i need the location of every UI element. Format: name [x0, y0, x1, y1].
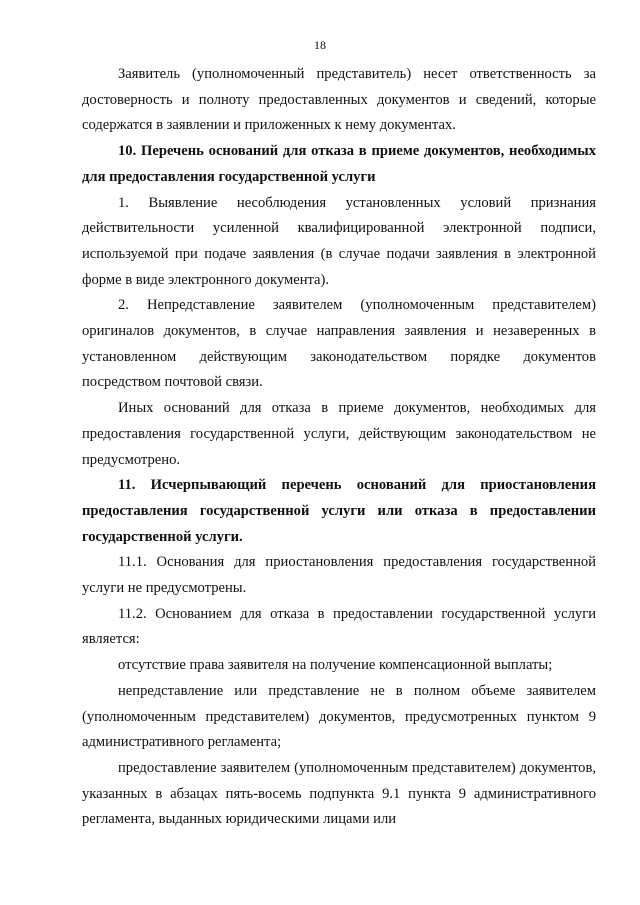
list-item-documents-provided: предоставление заявителем (уполномоченным представителем) документов, указанных в абзацах пять-восемь подпункта 9.1 пункта 9 административного регламента, выданных юридическими лицами или	[82, 759, 596, 828]
section-10-heading: 10. Перечень оснований для отказа в приеме документов, необходимых для предоставления государственной услуги	[82, 143, 596, 185]
document-body	[82, 62, 596, 828]
page-number: 18	[314, 38, 326, 52]
paragraph-applicant-responsibility: Заявитель (уполномоченный представитель) несет ответственность за достоверность и полноту предоставленных документов и сведений, которые содержатся в заявлении и приложенных к нему документах.	[82, 66, 596, 134]
paragraph-11-1: 11.1. Основания для приостановления предоставления государственной услуги не предусмотрены.	[82, 554, 596, 597]
paragraph-no-other-grounds: Иных оснований для отказа в приеме документов, необходимых для предоставления государственной услуги, действующим законодательством не предусмотрено.	[82, 400, 596, 468]
paragraph-10-item-2: 2. Непредставление заявителем (уполномоченным представителем) оригиналов документов, в случае направления заявления и незаверенных в установленном действующим законодательством порядке документов посредством почтовой связи.	[82, 297, 596, 391]
paragraph-11-2: 11.2. Основанием для отказа в предоставлении государственной услуги является:	[82, 605, 596, 648]
section-11-heading: 11. Исчерпывающий перечень оснований для приостановления предоставления государственной услуги или отказа в предоставлении государственной услуги.	[82, 477, 596, 545]
list-item-no-right: отсутствие права заявителя на получение компенсационной выплаты;	[118, 657, 553, 674]
paragraph-10-item-1: 1. Выявление несоблюдения установленных условий признания действительности усиленной квалифицированной электронной подписи, используемой при подаче заявления (в случае подачи заявления в электронной форме в виде электронного документа).	[82, 194, 596, 288]
list-item-incomplete-documents: непредставление или представление не в полном объеме заявителем (уполномоченным представителем) документов, предусмотренных пунктом 9 административного регламента;	[82, 682, 596, 751]
